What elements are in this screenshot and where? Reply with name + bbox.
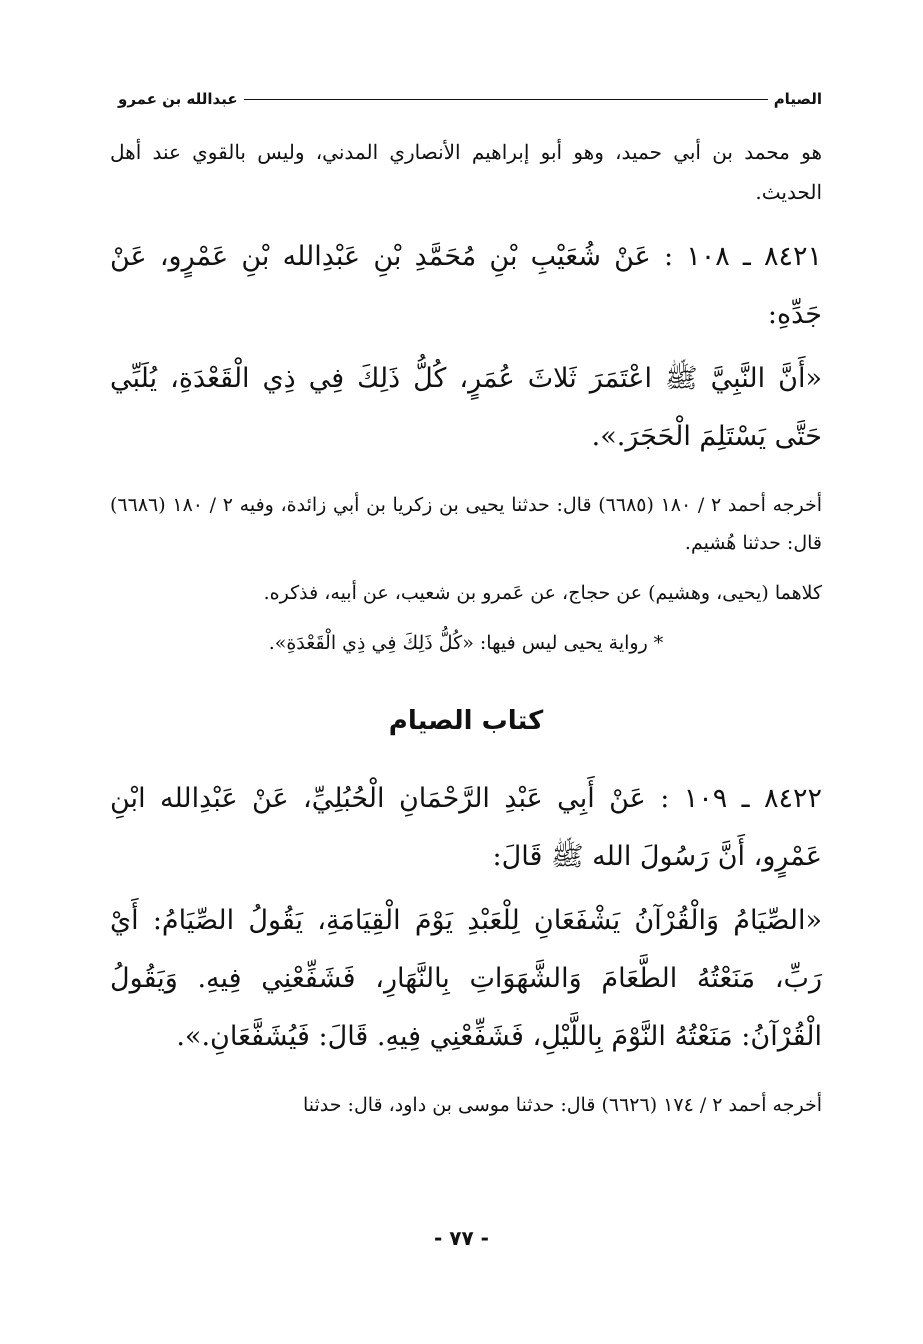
hadith-8421-matn: «أَنَّ النَّبِيَّ ﷺ اعْتَمَرَ ثَلاثَ عُمَرٍ، كُلُّ ذَلِكَ فِي ذِي الْقَعْدَةِ، يُلَبِّي حَتَّى يَسْتَلِمَ الْحَجَرَ.». <box>110 363 822 452</box>
hadith-8422-takhrij: أخرجه أحمد ٢ / ١٧٤ (٦٦٢٦) قال: حدثنا موسى بن داود، قال: حدثنا <box>302 1094 822 1116</box>
hadith-8421-takhrij-1: أخرجه أحمد ٢ / ١٨٠ (٦٦٨٥) قال: حدثنا يحيى بن زكريا بن أبي زائدة، وفيه ٢ / ١٨٠ (٦٦٨٦) قال: حدثنا هُشيم. <box>110 494 823 554</box>
hadith-8421-note: * رواية يحيى ليس فيها: «كُلُّ ذَلِكَ فِي ذِي الْقَعْدَةِ». <box>268 632 664 654</box>
header-section-title: عبدالله بن عمرو <box>118 90 238 108</box>
page-content <box>110 132 822 1136</box>
hadith-8422-isnad: ٨٤٢٢ ـ ١٠٩ : عَنْ أَبِي عَبْدِ الرَّحْمَانِ الْحُبُلِيِّ، عَنْ عَبْدِالله ابْنِ عَمْرٍو، أَنَّ رَسُولَ الله ﷺ قَالَ: <box>110 783 822 872</box>
header-chapter-title: الصيام <box>773 90 822 108</box>
hadith-8421-takhrij-2: كلاهما (يحيى، وهشيم) عن حجاج، عن عَمرو بن شعيب، عن أبيه، فذكره. <box>263 582 822 604</box>
intro-paragraph: هو محمد بن أبي حميد، وهو أبو إبراهيم الأنصاري المدني، وليس بالقوي عند أهل الحديث. <box>110 140 822 204</box>
hadith-8421-isnad: ٨٤٢١ ـ ١٠٨ : عَنْ شُعَيْبِ بْنِ مُحَمَّدِ بْنِ عَبْدِالله بْنِ عَمْرٍو، عَنْ جَدِّهِ: <box>110 241 822 330</box>
header-rule <box>244 99 768 100</box>
running-header <box>118 86 822 112</box>
page-number: - ٧٧ - <box>434 1226 489 1250</box>
section-title: كتاب الصيام <box>388 706 544 736</box>
hadith-8422-matn: «الصِّيَامُ وَالْقُرْآنُ يَشْفَعَانِ لِلْعَبْدِ يَوْمَ الْقِيَامَةِ، يَقُولُ الصِّيَامُ: أَيْ رَبِّ، مَنَعْتُهُ الطَّعَامَ وَالشَّهَوَاتِ بِالنَّهَارِ، فَشَفِّعْنِي فِيهِ. وَيَقُولُ الْقُرْآنُ: مَنَعْتُهُ النَّوْمَ بِاللَّيْلِ، فَشَفِّعْنِي فِيهِ. قَالَ: فَيُشَفَّعَانِ.». <box>110 905 822 1052</box>
